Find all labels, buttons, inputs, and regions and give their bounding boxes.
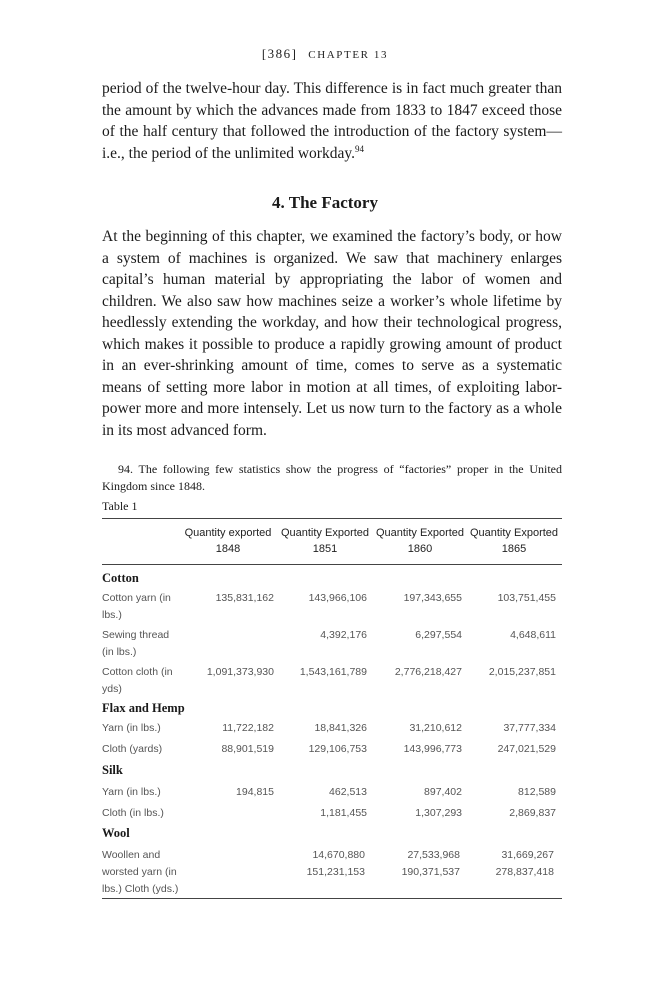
table-label: Table 1: [102, 499, 138, 513]
row-label: Woollen and worsted yarn (in lbs.) Cloth (yds.): [102, 849, 179, 895]
column-header-1865: Quantity Exported 1865: [469, 527, 559, 555]
table-cell: 194,815: [236, 786, 274, 798]
page-number: [386]: [261, 46, 298, 61]
table-cell: 18,841,326: [314, 722, 367, 734]
table-cell: 897,402: [424, 786, 462, 798]
category-cotton: Cotton: [102, 571, 139, 585]
column-header-1860: Quantity Exported 1860: [375, 527, 465, 555]
table-cell: 31,669,267 278,837,418: [495, 849, 554, 878]
footnote-number: 94.: [118, 462, 133, 476]
category-wool: Wool: [102, 826, 130, 840]
table-cell: 143,966,106: [308, 592, 367, 604]
paragraph-1-text: period of the twelve-hour day. This difference is in fact much greater than the amount by which the advances made from 1833 to 1847 exceed those of the half century that followed the introduction of the factory system—i.e., the period of the unlimited workday.: [102, 80, 562, 162]
row-label: Yarn (in lbs.): [102, 786, 161, 798]
table-cell: 129,106,753: [308, 743, 367, 755]
table-cell: 1,091,373,930: [206, 666, 274, 678]
table-cell: 1,181,455: [320, 807, 367, 819]
row-label: Cotton yarn (in lbs.): [102, 592, 171, 621]
row-label: Yarn (in lbs.): [102, 722, 161, 734]
table-cell: 103,751,455: [497, 592, 556, 604]
column-header-1851: Quantity Exported 1851: [280, 527, 370, 555]
table-cell: 37,777,334: [503, 722, 556, 734]
paragraph-factory: At the beginning of this chapter, we examined the factory’s body, or how a system of machines is organized. We saw that machinery enlarges capital’s human material by appropriating the labor of women and children. We also saw how machines seize a worker’s whole lifetime by heedlessly extending the workday, and how their technological progress, which makes it possible to produce a rapidly growing amount of product in an ever-shrinking amount of time, comes to serve as a systematic means of setting more labor in motion at all times, of exploiting labor-power more and more intensely. Let us now turn to the factory as a whole in its most advanced form.: [102, 228, 562, 439]
table-header-rule: [102, 564, 562, 565]
chapter-title: CHAPTER 13: [308, 49, 389, 61]
table-cell: 2,015,237,851: [488, 666, 556, 678]
table-cell: 14,670,880 151,231,153: [306, 849, 365, 878]
table-cell: 88,901,519: [221, 743, 274, 755]
table-cell: 2,869,837: [509, 807, 556, 819]
table-cell: 11,722,182: [222, 722, 274, 734]
table-cell: 462,513: [329, 786, 367, 798]
table-cell: 197,343,655: [403, 592, 462, 604]
section-heading: 4. The Factory: [272, 193, 378, 212]
category-silk: Silk: [102, 763, 123, 777]
table-cell: 6,297,554: [415, 629, 462, 641]
table-cell: 4,648,611: [510, 629, 556, 641]
row-label: Cotton cloth (in yds): [102, 666, 173, 695]
row-label: Cloth (yards): [102, 743, 163, 755]
table-cell: 31,210,612: [409, 722, 462, 734]
footnote-reference: 94: [354, 143, 364, 154]
table-cell: 2,776,218,427: [394, 666, 462, 678]
table-cell: 135,831,162: [215, 592, 274, 604]
footnote: [102, 461, 562, 495]
table-cell: 1,307,293: [415, 807, 462, 819]
column-header-1848: Quantity exported 1848: [184, 527, 272, 555]
table-bottom-rule: [102, 898, 562, 899]
running-header: [0, 46, 650, 62]
paragraph-continued: [102, 78, 562, 164]
table-cell: 27,533,968 190,371,537: [401, 849, 460, 878]
table-top-rule: [102, 518, 562, 519]
row-label: Sewing thread (in lbs.): [102, 629, 170, 658]
table-cell: 812,589: [518, 786, 556, 798]
category-flax-and-hemp: Flax and Hemp: [102, 701, 185, 715]
row-label: Cloth (in lbs.): [102, 807, 164, 819]
table-cell: 4,392,176: [320, 629, 367, 641]
table-cell: 143,996,773: [403, 743, 462, 755]
footnote-text: The following few statistics show the progress of “factories” proper in the United Kingdom since 1848.: [102, 462, 562, 493]
table-cell: 247,021,529: [497, 743, 556, 755]
table-cell: 1,543,161,789: [299, 666, 367, 678]
